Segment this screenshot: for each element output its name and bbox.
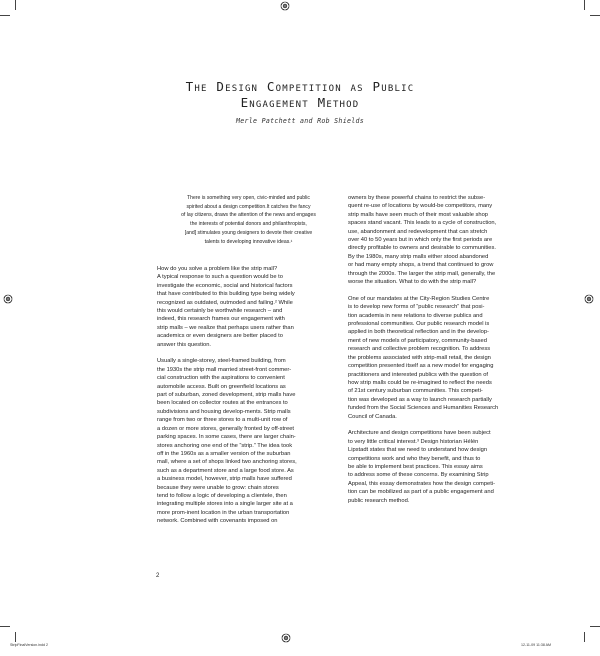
text-line: Architecture and design competitions have been subject [348,430,491,437]
body-column-left [157,265,337,534]
epigraph-line: the interests of potential donors and philanthropists, [190,221,307,228]
text-line: the problems associated with strip-mall retail, the design [348,354,491,361]
text-line: funded from the Social Sciences and Humanities Research [348,405,499,412]
article-title [0,79,600,111]
date-slug: 12-11-09 11:38 AM [521,643,552,647]
text-line: A typical response to such a question would be to [157,274,283,281]
text-line: public research method. [348,497,410,504]
text-line: directly profitable to owners and desirable to communities. [348,245,496,252]
registration-mark-right [584,294,594,304]
text-line: spaces stand vacant. This leads to a cycle of construction, [348,220,497,227]
text-line: that have contributed to this building type being widely [157,291,295,298]
text-line: professional communities. Our public research model is [348,321,490,328]
crop-mark [15,0,16,10]
article-authors: Merle Patchett and Rob Shields [235,117,365,125]
text-line: tion can be mobilized as part of a public engagement and [348,489,494,496]
text-line: tion academia in new relations to diverse publics and [348,312,483,319]
article-title-line-1: The Design Competition as Public [185,79,415,94]
epigraph-line: of lay citizens, draws the attention of the news and engages [181,212,316,219]
text-line: Appeal, this essay demonstrates how the design competi- [348,480,496,487]
crop-mark [590,626,600,627]
text-line: stores anchoring one end of the “strip.” The idea took [157,442,293,449]
text-line: ment of new models of participatory, community-based [348,337,487,344]
text-line: competitions work and who they benefit, and thus to [348,455,481,462]
text-line: answer this question. [157,341,212,348]
text-line: How do you solve a problem like the strip mall? [157,266,278,272]
text-line: the 1930s the strip mall married street-front commer- [157,366,292,373]
text-line: part of suburban, zoned development, strip malls have [157,392,296,399]
crop-mark [0,626,10,627]
text-line: use, abandonment and redevelopment that can stretch [348,228,488,235]
text-line: a business model, however, strip malls have suffered [157,476,292,483]
page-number: 2 [156,573,160,579]
text-line: automobile access. Built on greenfield locations as [157,383,286,390]
text-line: academics or even designers are better placed to [157,333,283,340]
text-line: owners by these powerful chains to restrict the subse- [348,195,486,201]
text-line: strip malls – we realize that perhaps users rather than [157,324,294,331]
epigraph-line: [and] stimulates young designers to devote their creative [184,229,313,236]
paragraph [348,194,544,286]
paragraph [157,265,337,349]
text-line: through the 2000s. The larger the strip mall, generally, the [348,270,496,277]
text-line: indeed, this research frames our engagement with [157,316,285,323]
text-line: network. Combined with covenants imposed on [157,518,278,525]
text-line: more prom-inent location in the urban transportation [157,509,290,516]
body-column-right [348,194,544,513]
text-line: subdivisions and housing develop-ments. Strip malls [157,408,291,415]
text-line: applied in both theoretical reflection and in the develop- [348,329,489,336]
text-line: recognized as outdated, outmoded and failing.² While [157,299,293,306]
paragraph [348,295,544,421]
article-title-line-2: Engagement Method [240,95,360,110]
text-line: tion was developed as a way to launch research partially [348,396,492,403]
text-line: over 40 to 50 years but in which only the first periods are [348,237,493,244]
epigraph-line: spirited about a design competition.It catches the fancy [186,203,311,210]
text-line: off in the 1960s as a smaller version of the suburban [157,450,291,457]
text-line: to address some of these concerns. By examining Strip [348,472,489,479]
crop-mark [0,15,10,16]
registration-mark-top [280,1,290,11]
text-line: Council of Canada. [348,413,397,420]
text-line: be able to implement best practices. This essay aims [348,463,483,470]
file-slug: StripFinalVersion.indd 2 [10,643,48,647]
text-line: worse the situation. What to do with the strip mall? [348,279,477,286]
text-line: a dozen or more stores, generally fronted by off-street [157,425,295,432]
text-line: been located on collector routes at the entrances to [157,400,288,407]
text-line: research and collective problem recognition. To address [348,346,491,353]
text-line: quent re-use of locations by would-be competitors, many [348,203,493,210]
text-line: One of our mandates at the City-Region Studies Centre [348,295,490,302]
text-line: integrating multiple stores into a single larger site at a [157,501,293,508]
text-line: investigate the economic, social and historical factors [157,282,293,289]
epigraph-line: There is something very open, civic-minded and public [187,195,310,201]
text-line: strip malls have seen much of their most valuable shop [348,211,488,218]
epigraph-line: talents to developing innovative ideas.¹ [204,238,293,245]
crop-mark [15,632,16,642]
text-line: cial construction with the aspirations to convenient [157,375,285,382]
text-line: of 21st century suburban communities. This competi- [348,388,483,395]
text-line: is to develop new forms of “public research” that posi- [348,304,485,311]
epigraph [160,194,337,246]
text-line: By the 1980s, many strip malls either stood abandoned [348,253,489,260]
text-line: competition presented itself as a new model for engaging [348,363,494,370]
text-line: because they were unable to grow: chain stores [157,484,279,491]
registration-mark-bottom [281,633,291,643]
text-line: how strip malls could be re-imagined to reflect the needs [348,379,492,386]
paragraph [157,357,337,525]
crop-mark [584,0,585,10]
paragraph [348,429,544,505]
text-line: this would certainly be worthwhile research – and [157,308,283,315]
text-line: parking spaces. In some cases, there are larger chain- [157,434,296,441]
text-line: Lipstadt states that we need to understand how design [348,447,488,454]
text-line: or had many empty shops, a trend that continued to grow [348,262,494,269]
text-line: tend to follow a logic of developing a clientele, then [157,492,287,499]
text-line: to very little critical interest.³ Design historian Hélén [348,438,479,445]
text-line: range from two or three stores to a multi-unit row of [157,417,288,424]
text-line: such as a department store and a large food store. As [157,467,294,474]
text-line: Usually a single-storey, steel-framed building, from [157,358,286,365]
crop-mark [590,15,600,16]
text-line: practitioners and interested publics with the question of [348,371,488,378]
registration-mark-left [3,294,13,304]
crop-mark [584,632,585,642]
text-line: mall, where a set of shops linked two anchoring stores, [157,459,297,466]
